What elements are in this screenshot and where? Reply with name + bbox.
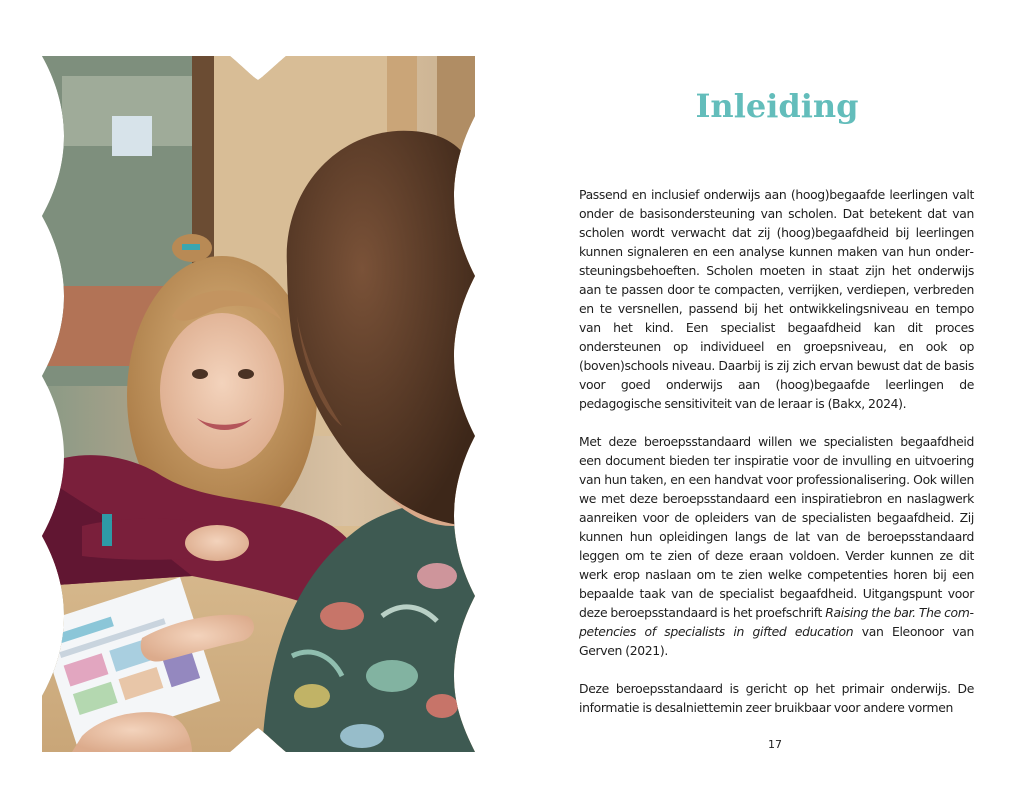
paragraph-2-text-start: Met deze beroepsstandaard willen we specialisten begaafdheid een document bieden ter inspiratie voor de invulling en uitvoering van hun taken, en een handvat voor professionalisering. Ook willen we met deze beroepsstandaard een inspiratiebron en naslagwerk aanreiken voor de opleiders van de specialisten begaafdheid. Zij kunnen hun opleidingen langs de lat van de beroepsstandaard leggen om te zien of deze eraan voldoen. Verder kunnen ze dit werk erop naslaan om te zien welke competenties horen bij een bepaalde taak van de specialist begaafdheid. Uitgangspunt voor deze beroepsstandaard is het proefschrift <box>579 434 974 620</box>
paragraph-1: Passend en inclusief onderwijs aan (hoog)begaafde leerlingen valt onder de basisondersteuning van scholen. Dat betekent dat van scholen wordt verwacht dat zij (hoog)begaafdheid bij leerlingen kunnen signaleren en een analyse kunnen maken van hun ondersteuningsbehoeften. Scholen moeten in staat zijn het onderwijs aan te passen door te compacten, verrijken, verdiepen, verbreden en te versnellen, passend bij het ontwikkelingsniveau en tempo van het kind. Een specialist begaafdheid kan dit proces ondersteunen op individueel en groepsniveau, en ook op (boven)schools niveau. Daarbij is zij zich ervan bewust dat de basis voor goed onderwijs aan (hoog)begaafde leerlingen de pedagogische sensitiviteit van de leraar is (Bakx, 2024). <box>579 187 974 411</box>
page-title: Inleiding <box>695 87 859 125</box>
page-number: 17 <box>768 738 782 751</box>
paragraph-2 <box>579 432 974 660</box>
dissertation-title: Raising the bar. The competencies of specialists in gifted education <box>579 605 974 639</box>
chapter-photo <box>42 56 475 752</box>
photo-illustration <box>42 56 475 752</box>
body-text <box>579 185 974 736</box>
paragraph-2-text-end: van Eleonoor van Gerven (2021). <box>579 624 974 658</box>
paragraph-3: Deze beroepsstandaard is gericht op het primair onderwijs. De informatie is desalniettemin zeer bruikbaar voor andere vormen <box>579 681 974 715</box>
